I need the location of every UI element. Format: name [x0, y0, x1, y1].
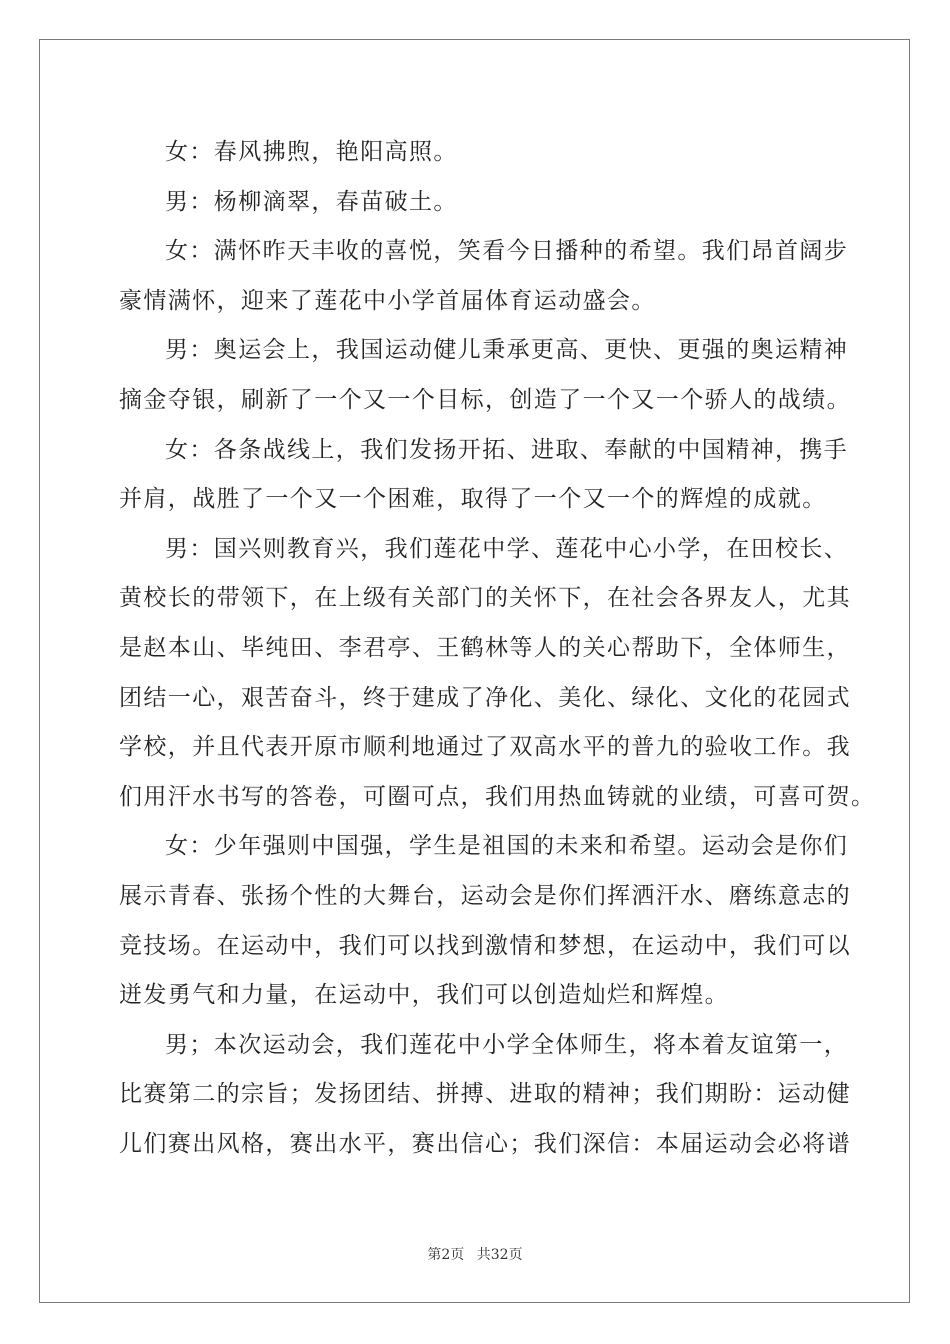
- paragraph: [119, 1021, 851, 1170]
- text-line: 比赛第二的宗旨；发扬团结、拼搏、进取的精神；我们期盼：运动健: [119, 1081, 851, 1108]
- text-line: 男：国兴则教育兴，我们莲花中学、莲花中心小学，在田校长、: [165, 535, 849, 562]
- text-line: 男：杨柳滴翠，春苗破土。: [165, 188, 458, 215]
- text-line: 学校，并且代表开原市顺利地通过了双高水平的普九的验收工作。我: [119, 734, 851, 761]
- paragraph: [119, 326, 851, 425]
- text-line: 展示青春、张扬个性的大舞台，运动会是你们挥洒汗水、磨练意志的: [119, 882, 851, 909]
- text-line: 女：满怀昨天丰收的喜悦，笑看今日播种的希望。我们昂首阔步: [165, 238, 849, 265]
- text-line: 儿们赛出风格，赛出水平，赛出信心；我们深信：本届运动会必将谱: [119, 1130, 851, 1157]
- paragraph: [119, 128, 839, 178]
- page-number: 第2页: [427, 1247, 465, 1263]
- paragraph: [119, 227, 849, 326]
- text-line: 迸发勇气和力量，在运动中，我们可以创造灿烂和辉煌。: [119, 982, 729, 1009]
- text-line: 女：春风拂煦，艳阳高照。: [165, 139, 458, 165]
- text-line: 女：各条战线上，我们发扬开拓、进取、奉献的中国精神，携手: [165, 436, 849, 463]
- total-pages: 共32页: [476, 1247, 523, 1263]
- paragraph: [119, 178, 839, 228]
- text-line: 竞技场。在运动中，我们可以找到激情和梦想，在运动中，我们可以: [119, 932, 851, 959]
- text-line: 男：奥运会上，我国运动健儿秉承更高、更快、更强的奥运精神: [165, 337, 849, 364]
- text-line: 豪情满怀，迎来了莲花中小学首届体育运动盛会。: [119, 287, 656, 314]
- paragraph: [119, 525, 876, 823]
- text-line: 黄校长的带领下，在上级有关部门的关怀下，在社会各界友人，尤其: [119, 585, 851, 612]
- paragraph: [119, 822, 851, 1020]
- text-line: 团结一心，艰苦奋斗，终于建成了净化、美化、绿化、文化的花园式: [119, 684, 851, 711]
- text-line: 女：少年强则中国强，学生是祖国的未来和希望。运动会是你们: [165, 833, 849, 860]
- text-line: 们用汗水书写的答卷，可圈可点，我们用热血铸就的业绩，可喜可贺。: [119, 783, 876, 810]
- paragraph: [119, 426, 849, 525]
- page-footer: [0, 1244, 950, 1264]
- text-line: 是赵本山、毕纯田、李君亭、王鹤林等人的关心帮助下，全体师生，: [119, 634, 851, 661]
- text-line: 并肩，战胜了一个又一个困难，取得了一个又一个的辉煌的成就。: [119, 486, 827, 513]
- text-line: 男；本次运动会，我们莲花中小学全体师生，将本着友谊第一，: [165, 1031, 849, 1058]
- text-line: 摘金夺银，刷新了一个又一个目标，创造了一个又一个骄人的战绩。: [119, 386, 851, 413]
- document-body: [119, 128, 876, 1169]
